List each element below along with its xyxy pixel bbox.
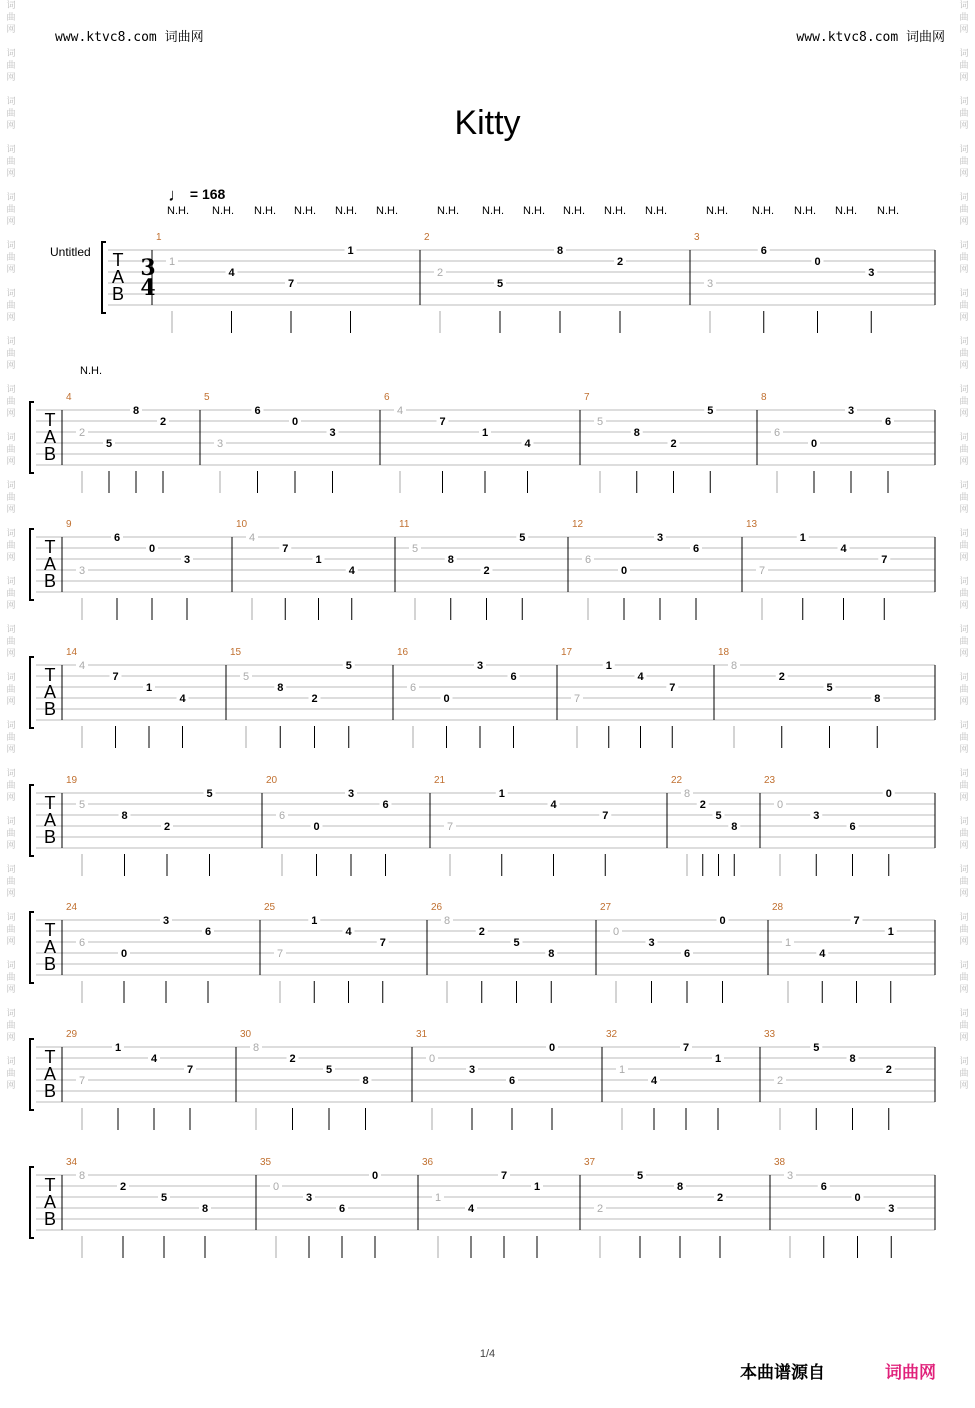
fret-number: 7 — [439, 416, 446, 428]
fret-number: 7 — [446, 821, 454, 833]
fret-number: 2 — [778, 671, 785, 683]
right-watermark-column: 词 曲 网 词 曲 网 词 曲 网 词 曲 网 词 曲 网 词 曲 网 词 曲 网 词 曲 网 词 曲 网 词 曲 网 词 曲 网 词 曲 网 词 曲 网 词 曲 网 词 曲 网 词 曲 网 词 曲 网 词 曲 网 词 曲 网 词 曲 网 词 曲 网 词 曲 网 词 曲 网 — [959, 1, 969, 1091]
fret-number: 5 — [636, 1170, 644, 1182]
fret-number: 6 — [113, 532, 121, 544]
fret-number: 3 — [888, 1203, 895, 1215]
fret-number: 8 — [443, 915, 451, 927]
fret-number: 5 — [78, 799, 86, 811]
fret-number: 6 — [773, 427, 781, 439]
staff-bracket — [30, 1039, 34, 1110]
fret-number: 3 — [706, 278, 714, 290]
tab-clef-letter: A — [43, 1064, 57, 1084]
fret-number: 5 — [596, 416, 604, 428]
measure-number: 10 — [236, 519, 248, 530]
measure-number: 21 — [434, 775, 446, 786]
fret-number: 8 — [556, 245, 564, 257]
fret-number: 2 — [616, 256, 624, 268]
nh-marker: N.H. — [80, 365, 102, 377]
fret-number: 3 — [476, 660, 484, 672]
fret-number: 2 — [436, 267, 444, 279]
tab-clef-letter: A — [111, 267, 125, 287]
fret-number: 3 — [329, 427, 336, 439]
nh-marker: N.H. — [706, 205, 728, 217]
fret-number: 2 — [483, 565, 490, 577]
staff-bracket — [30, 402, 34, 473]
fret-number: 4 — [78, 660, 86, 672]
measure-number: 23 — [764, 775, 776, 786]
nh-marker: N.H. — [482, 205, 504, 217]
fret-number: 7 — [758, 565, 766, 577]
fret-number: 1 — [605, 660, 612, 672]
fret-number: 4 — [637, 671, 644, 683]
header-right-site[interactable]: www.ktvc8.com 词曲网 — [796, 30, 945, 45]
fret-number: 4 — [819, 948, 826, 960]
time-signature-bottom: 4 — [140, 275, 156, 301]
fret-number: 4 — [550, 799, 557, 811]
fret-number: 8 — [548, 948, 555, 960]
fret-number: 0 — [776, 799, 784, 811]
fret-number: 3 — [468, 1064, 476, 1076]
tab-clef-letter: T — [44, 410, 56, 430]
fret-number: 4 — [248, 532, 256, 544]
fret-number: 6 — [409, 682, 417, 694]
fret-number: 3 — [162, 915, 170, 927]
fret-number: 2 — [670, 438, 677, 450]
fret-number: 0 — [148, 543, 156, 555]
fret-number: 4 — [150, 1053, 158, 1065]
fret-number: 3 — [868, 267, 875, 279]
tab-clef-letter: A — [43, 682, 57, 702]
fret-number: 6 — [584, 554, 592, 566]
fret-number: 5 — [519, 532, 526, 544]
page-number: 1/4 — [479, 1348, 496, 1360]
fret-number: 1 — [533, 1181, 541, 1193]
staff-bracket — [30, 529, 34, 600]
measure-number: 15 — [230, 647, 242, 658]
measure-number: 12 — [572, 519, 584, 530]
nh-marker: N.H. — [437, 205, 459, 217]
measure-number: 37 — [584, 1157, 596, 1168]
staff-bracket — [30, 785, 34, 856]
fret-number: 8 — [78, 1170, 86, 1182]
fret-number: 7 — [379, 937, 386, 949]
fret-number: 4 — [179, 693, 186, 705]
fret-number: 3 — [78, 565, 86, 577]
fret-number: 0 — [291, 416, 299, 428]
tab-clef-letter: T — [112, 250, 124, 270]
nh-marker: N.H. — [212, 205, 234, 217]
nh-marker: N.H. — [835, 205, 857, 217]
measure-number: 27 — [600, 902, 612, 913]
fret-number: 6 — [683, 948, 691, 960]
measure-number: 22 — [671, 775, 683, 786]
fret-number: 0 — [443, 693, 450, 705]
fret-number: 2 — [885, 1064, 892, 1076]
fret-number: 6 — [849, 821, 856, 833]
fret-number: 8 — [121, 810, 128, 822]
fret-number: 5 — [105, 438, 113, 450]
fret-number: 5 — [496, 278, 504, 290]
fret-number: 2 — [159, 416, 167, 428]
fret-number: 7 — [682, 1042, 690, 1054]
fret-number: 2 — [776, 1075, 784, 1087]
nh-marker: N.H. — [877, 205, 899, 217]
measure-number: 14 — [66, 647, 78, 658]
fret-number: 5 — [411, 543, 419, 555]
tab-clef-letter: B — [43, 827, 57, 847]
fret-number: 2 — [289, 1053, 296, 1065]
fret-number: 1 — [618, 1064, 626, 1076]
fret-number: 2 — [478, 926, 485, 938]
tab-clef-letter: A — [43, 1192, 57, 1212]
fret-number: 3 — [183, 554, 191, 566]
nh-marker: N.H. — [523, 205, 545, 217]
fret-number: 6 — [692, 543, 700, 555]
measure-number: 29 — [66, 1029, 78, 1040]
fret-number: 0 — [612, 926, 620, 938]
fret-number: 5 — [345, 660, 352, 672]
nh-marker: N.H. — [376, 205, 398, 217]
fret-number: 8 — [277, 682, 284, 694]
measure-number: 6 — [384, 392, 390, 403]
tab-clef-letter: B — [43, 954, 57, 974]
fret-number: 1 — [714, 1053, 722, 1065]
fret-number: 0 — [814, 256, 821, 268]
measure-number: 28 — [772, 902, 784, 913]
fret-number: 0 — [428, 1053, 436, 1065]
fret-number: 0 — [719, 915, 726, 927]
fret-number: 7 — [853, 915, 860, 927]
fret-number: 8 — [362, 1075, 369, 1087]
fret-number: 4 — [348, 565, 355, 577]
fret-number: 7 — [282, 543, 289, 555]
nh-marker: N.H. — [794, 205, 816, 217]
fret-number: 6 — [510, 671, 517, 683]
measure-number: 1 — [156, 232, 162, 243]
fret-number: 8 — [132, 405, 140, 417]
fret-number: 0 — [548, 1042, 556, 1054]
fret-number: 0 — [885, 788, 892, 800]
fret-number: 6 — [338, 1203, 346, 1215]
measure-number: 33 — [764, 1029, 776, 1040]
instrument-name: Untitled — [50, 245, 91, 259]
tab-clef-letter: B — [43, 1081, 57, 1101]
tab-clef-letter: A — [43, 810, 57, 830]
fret-number: 3 — [216, 438, 224, 450]
fret-number: 0 — [810, 438, 818, 450]
fret-number: 0 — [272, 1181, 280, 1193]
fret-number: 2 — [699, 799, 706, 811]
fret-number: 6 — [820, 1181, 827, 1193]
fret-number: 5 — [513, 937, 520, 949]
fret-number: 8 — [252, 1042, 260, 1054]
fret-number: 3 — [813, 810, 820, 822]
fret-number: 6 — [278, 810, 286, 822]
tab-clef-letter: B — [111, 284, 125, 304]
fret-number: 0 — [313, 821, 320, 833]
fret-number: 0 — [120, 948, 128, 960]
fret-number: 8 — [683, 788, 691, 800]
fret-number: 3 — [648, 937, 655, 949]
fret-number: 2 — [596, 1203, 604, 1215]
tab-clef-letter: B — [43, 699, 57, 719]
staff-bracket — [30, 657, 34, 728]
nh-marker: N.H. — [294, 205, 316, 217]
tab-clef-letter: B — [43, 1209, 57, 1229]
measure-number: 31 — [416, 1029, 428, 1040]
fret-number: 3 — [305, 1192, 313, 1204]
fret-number: 6 — [254, 405, 261, 417]
fret-number: 8 — [731, 821, 738, 833]
fret-number: 4 — [467, 1203, 475, 1215]
fret-number: 6 — [204, 926, 212, 938]
fret-number: 6 — [760, 245, 767, 257]
fret-number: 2 — [311, 693, 318, 705]
fret-number: 7 — [276, 948, 284, 960]
tab-clef-letter: T — [44, 665, 56, 685]
tab-clef-letter: T — [44, 793, 56, 813]
fret-number: 4 — [524, 438, 531, 450]
fret-number: 7 — [78, 1075, 86, 1087]
source-label: 本曲谱源自 — [740, 1363, 825, 1382]
measure-number: 17 — [561, 647, 573, 658]
nh-marker: N.H. — [254, 205, 276, 217]
staff-bracket — [102, 242, 106, 313]
left-watermark-column: 词 曲 网 词 曲 网 词 曲 网 词 曲 网 词 曲 网 词 曲 网 词 曲 网 词 曲 网 词 曲 网 词 曲 网 词 曲 网 词 曲 网 词 曲 网 词 曲 网 词 曲 网 词 曲 网 词 曲 网 词 曲 网 词 曲 网 词 曲 网 词 曲 网 词 曲 网 词 曲 网 — [6, 1, 16, 1091]
fret-number: 6 — [382, 799, 389, 811]
measure-number: 38 — [774, 1157, 786, 1168]
tab-clef-letter: T — [44, 1175, 56, 1195]
tab-clef-letter: B — [43, 571, 57, 591]
fret-number: 7 — [602, 810, 609, 822]
source-site-link[interactable]: 词曲网 — [885, 1363, 936, 1382]
tab-clef-letter: A — [43, 427, 57, 447]
nh-marker: N.H. — [752, 205, 774, 217]
fret-number: 8 — [874, 693, 881, 705]
fret-number: 8 — [633, 427, 640, 439]
measure-number: 18 — [718, 647, 730, 658]
fret-number: 1 — [498, 788, 505, 800]
time-signature-top: 3 — [140, 255, 156, 281]
measure-number: 34 — [66, 1157, 78, 1168]
fret-number: 7 — [500, 1170, 508, 1182]
fret-number: 0 — [371, 1170, 379, 1182]
fret-number: 1 — [434, 1192, 442, 1204]
fret-number: 8 — [201, 1203, 209, 1215]
fret-number: 0 — [620, 565, 628, 577]
fret-number: 1 — [784, 937, 792, 949]
nh-marker: N.H. — [604, 205, 626, 217]
header-left-site[interactable]: www.ktvc8.com 词曲网 — [55, 30, 204, 45]
fret-number: 6 — [78, 937, 86, 949]
fret-number: 5 — [160, 1192, 168, 1204]
fret-number: 1 — [114, 1042, 122, 1054]
nh-marker: N.H. — [167, 205, 189, 217]
measure-number: 20 — [266, 775, 278, 786]
fret-number: 7 — [881, 554, 888, 566]
fret-number: 7 — [669, 682, 676, 694]
tab-clef-letter: T — [44, 920, 56, 940]
nh-marker: N.H. — [645, 205, 667, 217]
measure-number: 8 — [761, 392, 767, 403]
tab-clef-letter: B — [43, 444, 57, 464]
fret-number: 1 — [799, 532, 806, 544]
measure-number: 5 — [204, 392, 210, 403]
tempo-value: = 168 — [189, 186, 226, 202]
staff-bracket — [30, 1167, 34, 1238]
measure-number: 36 — [422, 1157, 434, 1168]
fret-number: 7 — [287, 278, 295, 290]
measure-number: 25 — [264, 902, 276, 913]
fret-number: 4 — [396, 405, 404, 417]
fret-number: 1 — [168, 256, 176, 268]
fret-number: 5 — [715, 810, 722, 822]
measure-number: 30 — [240, 1029, 252, 1040]
tab-clef-letter: T — [44, 1047, 56, 1067]
fret-number: 2 — [163, 821, 171, 833]
fret-number: 1 — [311, 915, 318, 927]
measure-number: 11 — [399, 519, 410, 530]
fret-number: 7 — [112, 671, 119, 683]
fret-number: 0 — [854, 1192, 861, 1204]
staff-bracket — [30, 912, 34, 983]
fret-number: 1 — [145, 682, 153, 694]
fret-number: 1 — [347, 245, 354, 257]
measure-number: 35 — [260, 1157, 272, 1168]
song-title: Kitty — [454, 104, 521, 142]
fret-number: 3 — [847, 405, 855, 417]
nh-marker: N.H. — [563, 205, 585, 217]
measure-number: 4 — [66, 392, 72, 403]
measure-number: 19 — [66, 775, 78, 786]
quarter-note-icon: ♩ — [168, 185, 186, 205]
fret-number: 8 — [676, 1181, 684, 1193]
fret-number: 1 — [481, 427, 489, 439]
fret-number: 3 — [786, 1170, 794, 1182]
fret-number: 6 — [508, 1075, 516, 1087]
tab-clef-letter: A — [43, 937, 57, 957]
fret-number: 5 — [206, 788, 213, 800]
tab-clef-letter: A — [43, 554, 57, 574]
fret-number: 7 — [573, 693, 581, 705]
measure-number: 13 — [746, 519, 758, 530]
fret-number: 6 — [884, 416, 892, 428]
measure-number: 26 — [431, 902, 443, 913]
fret-number: 2 — [119, 1181, 127, 1193]
fret-number: 4 — [650, 1075, 658, 1087]
fret-number: 5 — [707, 405, 714, 417]
fret-number: 3 — [656, 532, 664, 544]
measure-number: 9 — [66, 519, 72, 530]
measure-number: 2 — [424, 232, 430, 243]
fret-number: 5 — [813, 1042, 820, 1054]
fret-number: 2 — [716, 1192, 724, 1204]
fret-number: 7 — [186, 1064, 194, 1076]
tab-clef-letter: T — [44, 537, 56, 557]
fret-number: 2 — [78, 427, 86, 439]
measure-number: 32 — [606, 1029, 618, 1040]
fret-number: 5 — [826, 682, 833, 694]
fret-number: 3 — [347, 788, 355, 800]
measure-number: 16 — [397, 647, 409, 658]
fret-number: 1 — [315, 554, 322, 566]
measure-number: 3 — [694, 232, 700, 243]
fret-number: 4 — [228, 267, 235, 279]
fret-number: 4 — [840, 543, 847, 555]
fret-number: 1 — [887, 926, 894, 938]
fret-number: 5 — [242, 671, 250, 683]
nh-marker: N.H. — [335, 205, 357, 217]
fret-number: 4 — [345, 926, 352, 938]
fret-number: 8 — [849, 1053, 856, 1065]
fret-number: 8 — [447, 554, 454, 566]
fret-number: 8 — [730, 660, 738, 672]
measure-number: 7 — [584, 392, 590, 403]
fret-number: 5 — [325, 1064, 333, 1076]
measure-number: 24 — [66, 902, 78, 913]
